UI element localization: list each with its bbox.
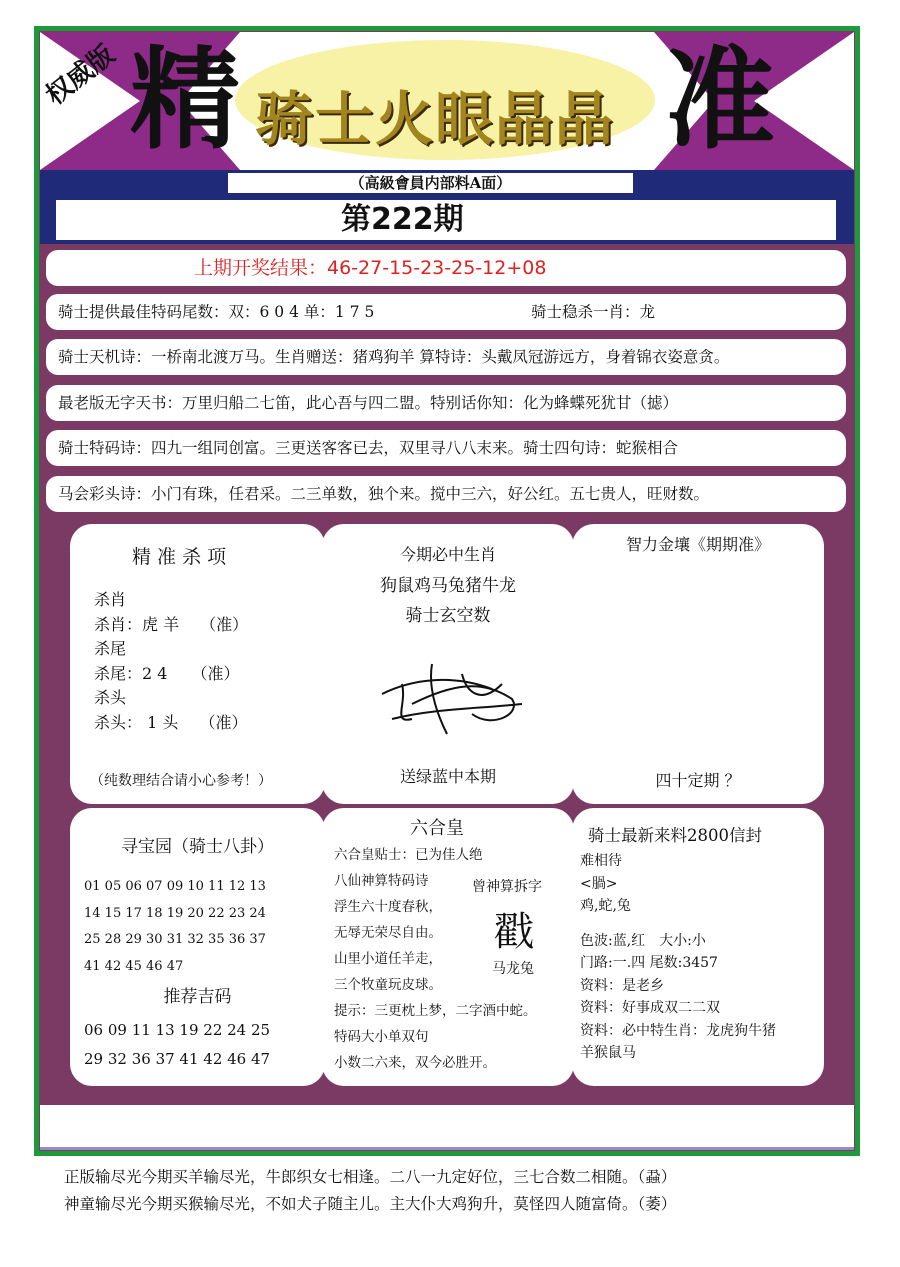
lhh-side-answer: 马龙兔	[492, 961, 534, 977]
kill-line: 杀尾：2 4 （准）	[94, 663, 240, 683]
poem-text: 骑士天机诗：一桥南北渡万马。生肖赠送：猪鸡狗羊 算特诗：头戴凤冠游远方，身着锦衣姿意贪。	[58, 348, 730, 366]
special-poem-row	[46, 430, 846, 466]
lhh-line: 浮生六十度春秋，	[334, 899, 442, 915]
panel-news	[572, 808, 824, 1086]
footer-box	[40, 1105, 854, 1150]
lhh-line: 八仙神算特码诗	[334, 873, 429, 889]
news-title: 骑士最新来料2800信封	[588, 826, 762, 845]
panel-zodiac	[322, 524, 574, 804]
news-spacer	[580, 918, 776, 930]
last-result: 上期开奖结果：46-27-15-23-25-12+08	[194, 257, 547, 279]
panel-lhh	[322, 808, 574, 1086]
signature-scribble	[372, 644, 532, 739]
issue-box	[56, 200, 836, 240]
special-poem-text: 骑士特码诗：四九一组同创富。三更送客客已去，双里寻八八末来。骑士四句诗：蛇猴相合	[58, 439, 679, 457]
page-title: 骑士火眼晶晶	[255, 85, 616, 153]
last-result-row	[46, 250, 846, 286]
rec-numbers	[84, 1016, 270, 1074]
kill-lines	[94, 588, 248, 735]
news-line: 资料：好事成双二二双	[580, 1000, 720, 1016]
horse-poem-row	[46, 476, 846, 512]
lhh-line: 山里小道任羊走，	[334, 951, 442, 967]
tail-numbers: 骑士提供最佳特码尾数：双：6 0 4 单：1 7 5	[58, 303, 375, 321]
lhh-line: 小数二六来，双今必胜开。	[334, 1055, 496, 1071]
news-line: 门路:一.四 尾数:3457	[580, 955, 718, 971]
subtitle: （高級會員内部料A面）	[228, 173, 633, 193]
zodiac-line1: 今期必中生肖	[399, 545, 496, 564]
number-row: 14 15 17 18 19 20 22 23 24	[84, 905, 266, 921]
news-line: 资料：必中特生肖：龙虎狗牛猪	[580, 1022, 776, 1039]
issue-number: 第222期	[341, 202, 464, 237]
zodiac-bottom: 送绿蓝中本期	[399, 767, 496, 786]
panel-treasure	[70, 808, 325, 1086]
book-text: 最老版无字天书：万里归船二七笛，此心吾与四二盟。特别话你知：化为蜂蝶死犹甘（摅）	[58, 394, 679, 412]
treasure-title: 寻宝园（骑士八卦）	[121, 837, 274, 857]
number-row: 41 42 45 46 47	[84, 958, 184, 974]
footer-line1: 正版输尽光今期买羊输尽光，牛郎织女七相逢。二八一九定好位，三七合数二相随。（蝨）	[64, 1168, 677, 1186]
zodiac-line3: 骑士玄空数	[405, 606, 491, 626]
number-row: 25 28 29 30 31 32 35 36 37	[84, 932, 266, 947]
news-line: 难相待	[580, 853, 622, 869]
brand-label: 权威版	[40, 39, 121, 112]
kill-line: 杀头： 1 头 （准）	[94, 712, 248, 732]
lhh-side-char: 戳	[494, 909, 534, 955]
char-left: 精	[130, 35, 240, 164]
news-line: <腡>	[580, 875, 618, 892]
poem-row	[46, 339, 846, 375]
kill-line: 杀肖	[94, 590, 127, 609]
char-right: 准	[665, 35, 775, 164]
news-line: 资料：是老乡	[580, 977, 664, 994]
news-line: 羊猴鼠马	[580, 1045, 636, 1061]
footer-line2: 神童输尽光今期买猴输尽光，不如犬子随主儿。主大仆大鸡狗升，莫怪四人随富倚。（萎）	[64, 1195, 677, 1213]
news-lines	[580, 850, 776, 1065]
lhh-side-title: 曾神算拆字	[472, 879, 542, 895]
kill-title: 精 准 杀 项	[132, 546, 227, 568]
lhh-line: 三个牧童玩皮球。	[334, 977, 442, 993]
panel-kill	[70, 524, 325, 804]
book-row	[46, 385, 846, 421]
kill-line: 杀尾	[94, 639, 127, 658]
treasure-numbers	[84, 874, 266, 980]
wisdom-title: 智力金壤《期期准》	[625, 535, 770, 554]
lhh-line: 特码大小单双句	[334, 1029, 429, 1045]
panel-wisdom	[572, 524, 824, 804]
wisdom-bottom: 四十定期 ？	[655, 771, 741, 790]
rec-row: 06 09 11 13 19 22 24 25	[84, 1021, 271, 1039]
kill-line: 杀头	[94, 688, 127, 707]
kill-one: 骑士稳杀一肖：龙	[531, 303, 656, 321]
rec-title: 推荐吉码	[163, 987, 232, 1007]
rec-row: 29 32 36 37 41 42 46 47	[84, 1050, 271, 1068]
kill-note: （纯数理结合请小心参考！）	[90, 773, 272, 789]
horse-poem-text: 马会彩头诗：小门有珠，任君采。二三单数，独个来。搅中三六，好公红。五七贵人，旺财数。	[58, 485, 710, 503]
lhh-line: 无辱无荣尽自由。	[334, 925, 442, 941]
tail-row	[46, 294, 846, 330]
news-line: 鸡,蛇,兔	[580, 898, 631, 914]
kill-line: 杀肖：虎 羊 （准）	[94, 614, 249, 634]
lhh-title: 六合皇	[410, 818, 464, 839]
news-line: 色波:蓝,红 大小:小	[580, 932, 706, 949]
lhh-line: 提示：三更枕上梦，二字酒中蛇。	[334, 1003, 537, 1019]
number-row: 01 05 06 07 09 10 11 12 13	[84, 879, 266, 894]
zodiac-line2: 狗鼠鸡马兔猪牛龙	[380, 576, 516, 596]
lhh-line: 六合皇贴士：已为佳人绝	[334, 847, 483, 863]
